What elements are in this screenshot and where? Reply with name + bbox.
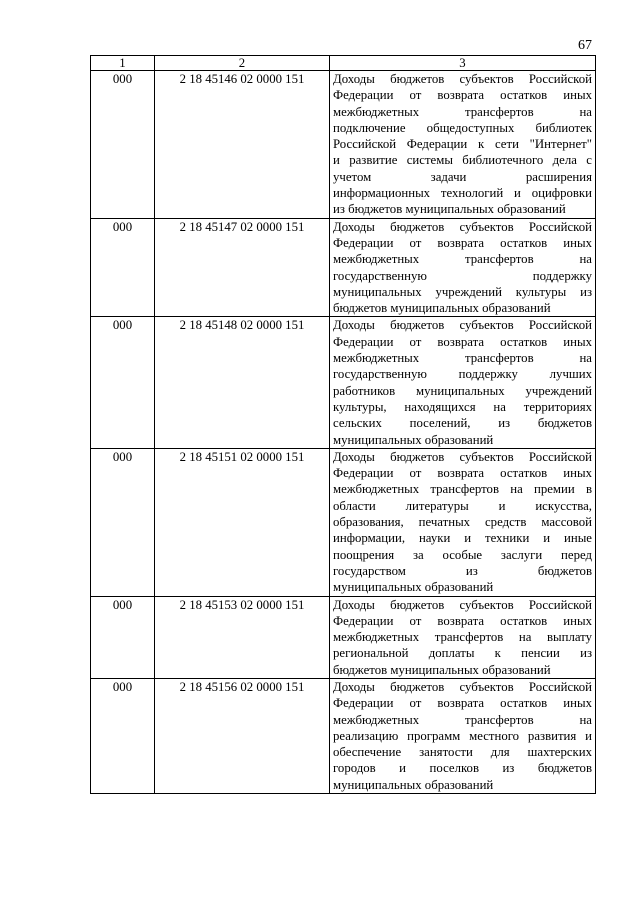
description-line: информационных технологий и оцифровки <box>333 186 592 201</box>
description-line: Федерации от возврата остатков иных <box>333 466 592 481</box>
admin-code-cell: 000 <box>91 596 155 678</box>
description-line: муниципальных образований <box>333 777 494 792</box>
admin-code-cell: 000 <box>91 448 155 596</box>
description-line: Доходы бюджетов субъектов Российской <box>333 597 592 612</box>
description-line: подключение общедоступных библиотек <box>333 120 592 135</box>
description-line: Федерации от возврата остатков иных <box>333 613 592 628</box>
income-code-cell: 2 18 45148 02 0000 151 <box>155 317 330 448</box>
table-row <box>91 317 596 448</box>
description-line: Российской Федерации к сети "Интернет" <box>333 137 592 152</box>
description-line: Доходы бюджетов субъектов Российской <box>333 219 592 234</box>
header-row <box>91 56 596 71</box>
description-cell <box>330 218 596 317</box>
description-line: межбюджетных трансфертов на <box>333 104 592 119</box>
description-line: межбюджетных трансфертов на <box>333 351 592 366</box>
income-code-cell: 2 18 45147 02 0000 151 <box>155 218 330 317</box>
table-row <box>91 448 596 596</box>
column-header-3: 3 <box>330 56 596 71</box>
income-code-cell: 2 18 45146 02 0000 151 <box>155 71 330 219</box>
description-line: городов и поселков из бюджетов <box>333 761 592 776</box>
description-line: межбюджетных трансфертов на премии в <box>333 482 592 497</box>
description-line: из бюджетов муниципальных образований <box>333 202 566 217</box>
description-line: сельских поселений, из бюджетов <box>333 416 592 431</box>
income-code-cell: 2 18 45151 02 0000 151 <box>155 448 330 596</box>
revenue-codes-table <box>90 55 596 794</box>
table-row <box>91 218 596 317</box>
description-line: Федерации от возврата остатков иных <box>333 696 592 711</box>
description-line: Федерации от возврата остатков иных <box>333 88 592 103</box>
description-line: Доходы бюджетов субъектов Российской <box>333 318 592 333</box>
description-line: бюджетов муниципальных образований <box>333 662 551 677</box>
description-line: государственную поддержку лучших <box>333 367 592 382</box>
description-cell <box>330 448 596 596</box>
table-row <box>91 596 596 678</box>
column-header-1: 1 <box>91 56 155 71</box>
description-line: муниципальных образований <box>333 580 494 595</box>
table-body <box>91 71 596 794</box>
description-line: Доходы бюджетов субъектов Российской <box>333 679 592 694</box>
description-line: государственную поддержку <box>333 268 592 283</box>
description-line: обеспечение занятости для шахтерских <box>333 745 592 760</box>
income-code-cell: 2 18 45153 02 0000 151 <box>155 596 330 678</box>
description-line: Доходы бюджетов субъектов Российской <box>333 72 592 86</box>
admin-code-cell: 000 <box>91 218 155 317</box>
description-line: муниципальных образований <box>333 432 494 447</box>
description-line: и развитие системы библиотечного дела с <box>333 153 592 168</box>
description-line: межбюджетных трансфертов на <box>333 712 592 727</box>
description-cell <box>330 317 596 448</box>
description-line: государством из бюджетов <box>333 563 592 578</box>
description-line: муниципальных учреждений культуры из <box>333 284 592 299</box>
description-line: работников муниципальных учреждений <box>333 383 592 398</box>
description-cell <box>330 596 596 678</box>
description-line: образования, печатных средств массовой <box>333 515 592 530</box>
description-line: бюджетов муниципальных образований <box>333 301 551 316</box>
description-line: учетом задачи расширения <box>333 169 592 184</box>
description-line: Федерации от возврата остатков иных <box>333 235 592 250</box>
description-cell <box>330 71 596 219</box>
description-line: области литературы и искусства, <box>333 498 592 513</box>
admin-code-cell: 000 <box>91 678 155 793</box>
description-line: Доходы бюджетов субъектов Российской <box>333 449 592 464</box>
description-line: межбюджетных трансфертов на выплату <box>333 630 592 645</box>
admin-code-cell: 000 <box>91 317 155 448</box>
description-line: межбюджетных трансфертов на <box>333 252 592 267</box>
description-line: культуры, находящихся на территориях <box>333 399 592 414</box>
description-line: Федерации от возврата остатков иных <box>333 334 592 349</box>
description-line: региональной доплаты к пенсии из <box>333 646 592 661</box>
description-cell <box>330 678 596 793</box>
description-line: поощрения за особые заслуги перед <box>333 547 592 562</box>
admin-code-cell: 000 <box>91 71 155 219</box>
table-row <box>91 678 596 793</box>
description-line: реализацию программ местного развития и <box>333 728 592 743</box>
description-line: информации, науки и техники и иные <box>333 531 592 546</box>
income-code-cell: 2 18 45156 02 0000 151 <box>155 678 330 793</box>
table-row <box>91 71 596 219</box>
column-header-2: 2 <box>155 56 330 71</box>
page-number: 67 <box>578 38 592 53</box>
